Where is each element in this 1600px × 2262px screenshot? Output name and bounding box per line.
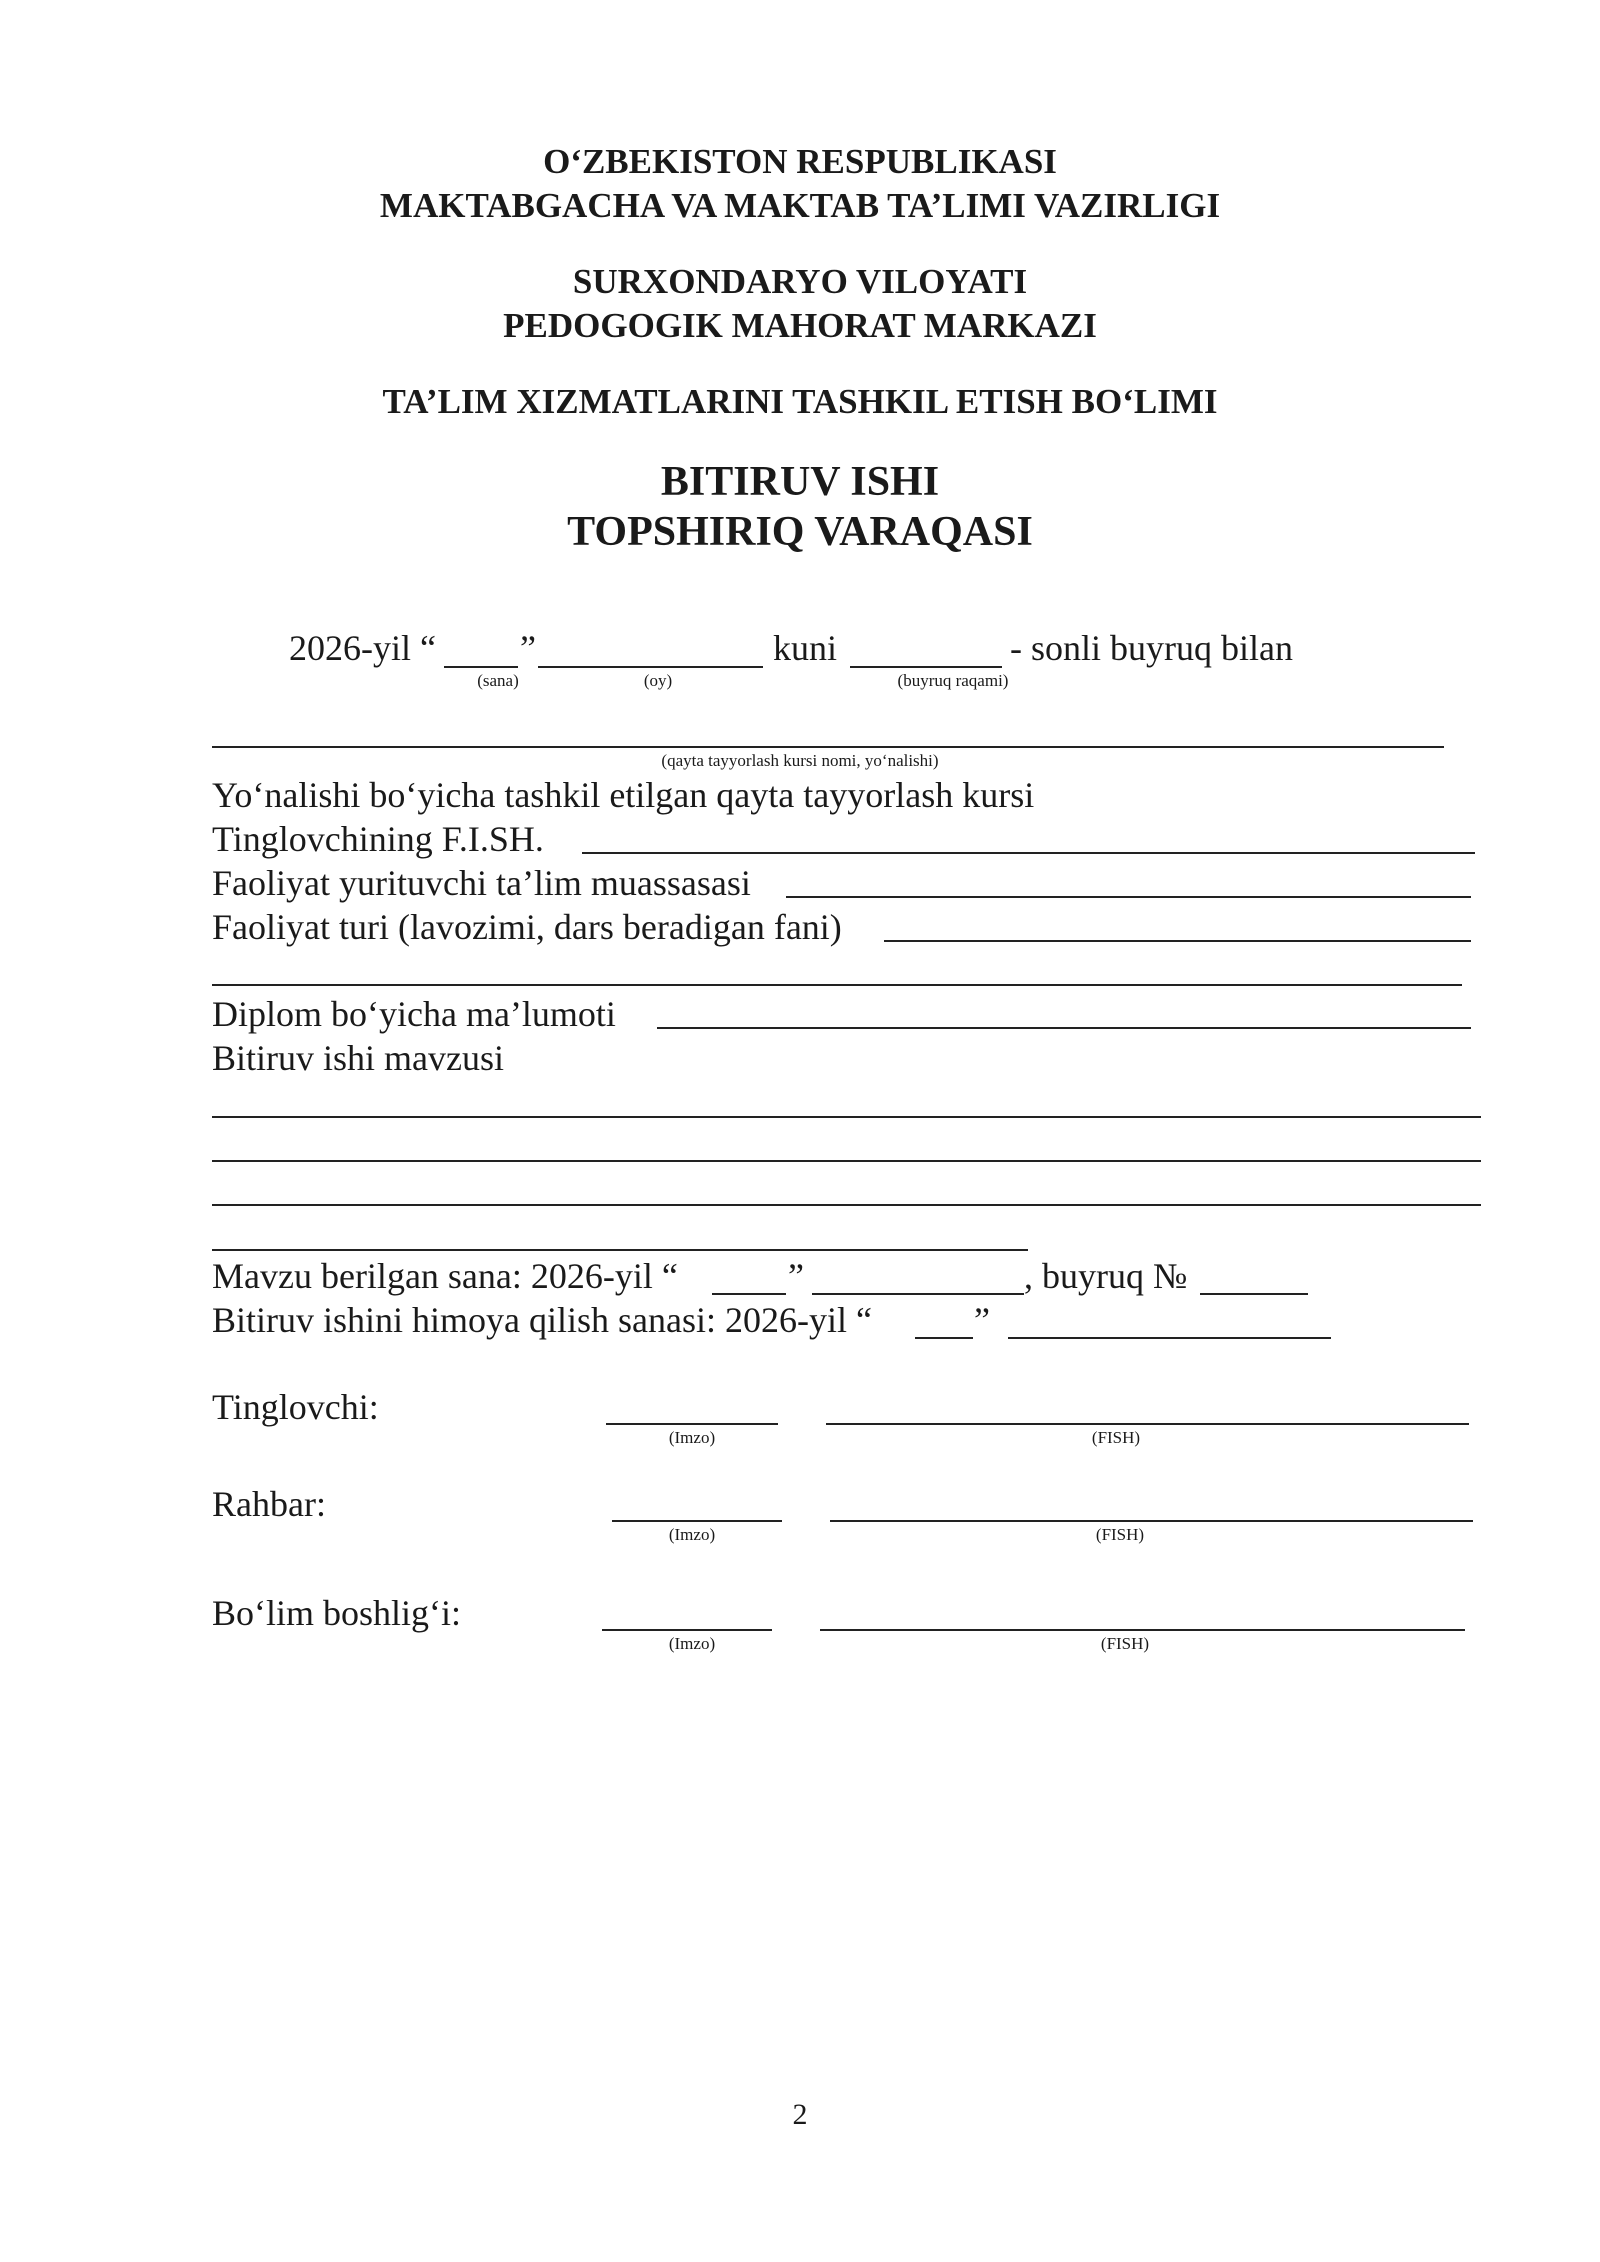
boshliq-fish-blank[interactable] xyxy=(820,1629,1465,1631)
faoliyat-blank-2[interactable] xyxy=(212,984,1462,986)
order-kuni-label: kuni xyxy=(773,628,838,668)
muassasa-blank[interactable] xyxy=(786,896,1471,898)
label-bolim-boshligi: Bo‘lim boshlig‘i: xyxy=(212,1593,462,1633)
order-day-blank[interactable] xyxy=(444,666,518,668)
label-diplom: Diplom bo‘yicha ma’lumoti xyxy=(212,994,616,1034)
mavzu-blank-3[interactable] xyxy=(212,1204,1481,1206)
order-quote-close: ” xyxy=(520,628,536,668)
tinglovchi-imzo-blank[interactable] xyxy=(606,1423,778,1425)
boshliq-imzo-blank[interactable] xyxy=(602,1629,772,1631)
faoliyat-blank[interactable] xyxy=(884,940,1471,942)
course-name-blank[interactable] xyxy=(212,746,1444,748)
label-faoliyat: Faoliyat turi (lavozimi, dars beradigan fani) xyxy=(212,907,842,947)
label-tinglovchi-fish: Tinglovchining F.I.SH. xyxy=(212,819,544,859)
caption-tinglovchi-fish: (FISH) xyxy=(1091,1428,1141,1447)
order-year-label: 2026-yil “ xyxy=(289,628,436,668)
ministry-name: MAKTABGACHA VA MAKTAB TA’LIMI VAZIRLIGI xyxy=(379,186,1221,225)
center-name: PEDOGOGIK MAHORAT MARKAZI xyxy=(503,306,1097,345)
label-yonalish: Yo‘nalishi bo‘yicha tashkil etilgan qayta tayyorlash kursi xyxy=(212,775,1035,815)
mavzu-blank-2[interactable] xyxy=(212,1160,1481,1162)
order-month-blank[interactable] xyxy=(538,666,763,668)
tinglovchi-fish-blank[interactable] xyxy=(582,852,1475,854)
label-tinglovchi: Tinglovchi: xyxy=(212,1387,379,1427)
document-subtitle: TOPSHIRIQ VARAQASI xyxy=(567,509,1033,555)
label-muassasa: Faoliyat yurituvchi ta’lim muassasasi xyxy=(212,863,751,903)
himoya-month-blank[interactable] xyxy=(1008,1337,1331,1339)
label-himoya-sanasi: Bitiruv ishini himoya qilish sanasi: 2026-yil “ xyxy=(212,1300,872,1340)
rahbar-fish-blank[interactable] xyxy=(830,1520,1473,1522)
caption-course: (qayta tayyorlash kursi nomi, yo‘nalishi) xyxy=(661,751,939,770)
caption-tinglovchi-imzo: (Imzo) xyxy=(668,1428,716,1447)
label-mavzu-berilgan: Mavzu berilgan sana: 2026-yil “ xyxy=(212,1256,678,1296)
caption-oy: (oy) xyxy=(643,671,673,690)
buyruq-number-blank[interactable] xyxy=(1200,1293,1308,1295)
berilgan-month-blank[interactable] xyxy=(812,1293,1024,1295)
caption-sana: (sana) xyxy=(477,671,519,690)
ministry-country: O‘ZBEKISTON RESPUBLIKASI xyxy=(543,142,1057,181)
himoya-quote-close: ” xyxy=(974,1300,990,1340)
order-suffix-label: - sonli buyruq bilan xyxy=(1010,628,1293,668)
order-number-blank[interactable] xyxy=(850,666,1002,668)
diplom-blank[interactable] xyxy=(657,1027,1471,1029)
berilgan-day-blank[interactable] xyxy=(712,1293,786,1295)
rahbar-imzo-blank[interactable] xyxy=(612,1520,782,1522)
mavzu-blank-4[interactable] xyxy=(212,1249,1028,1251)
berilgan-quote-close: ” xyxy=(788,1256,804,1296)
caption-boshliq-fish: (FISH) xyxy=(1100,1634,1150,1653)
caption-rahbar-fish: (FISH) xyxy=(1095,1525,1145,1544)
caption-buyruq-raqami: (buyruq raqami) xyxy=(897,671,1009,690)
department-name: TA’LIM XIZMATLARINI TASHKIL ETISH BO‘LIMI xyxy=(382,382,1218,421)
caption-boshliq-imzo: (Imzo) xyxy=(668,1634,716,1653)
region-name: SURXONDARYO VILOYATI xyxy=(572,262,1028,301)
label-mavzu: Bitiruv ishi mavzusi xyxy=(212,1038,504,1078)
tinglovchi-fish-sign-blank[interactable] xyxy=(826,1423,1469,1425)
document-title: BITIRUV ISHI xyxy=(660,459,940,505)
page-number: 2 xyxy=(792,2098,808,2131)
mavzu-blank-1[interactable] xyxy=(212,1116,1481,1118)
label-rahbar: Rahbar: xyxy=(212,1484,326,1524)
caption-rahbar-imzo: (Imzo) xyxy=(668,1525,716,1544)
label-buyruq-no: , buyruq № xyxy=(1024,1256,1188,1296)
himoya-day-blank[interactable] xyxy=(915,1337,973,1339)
